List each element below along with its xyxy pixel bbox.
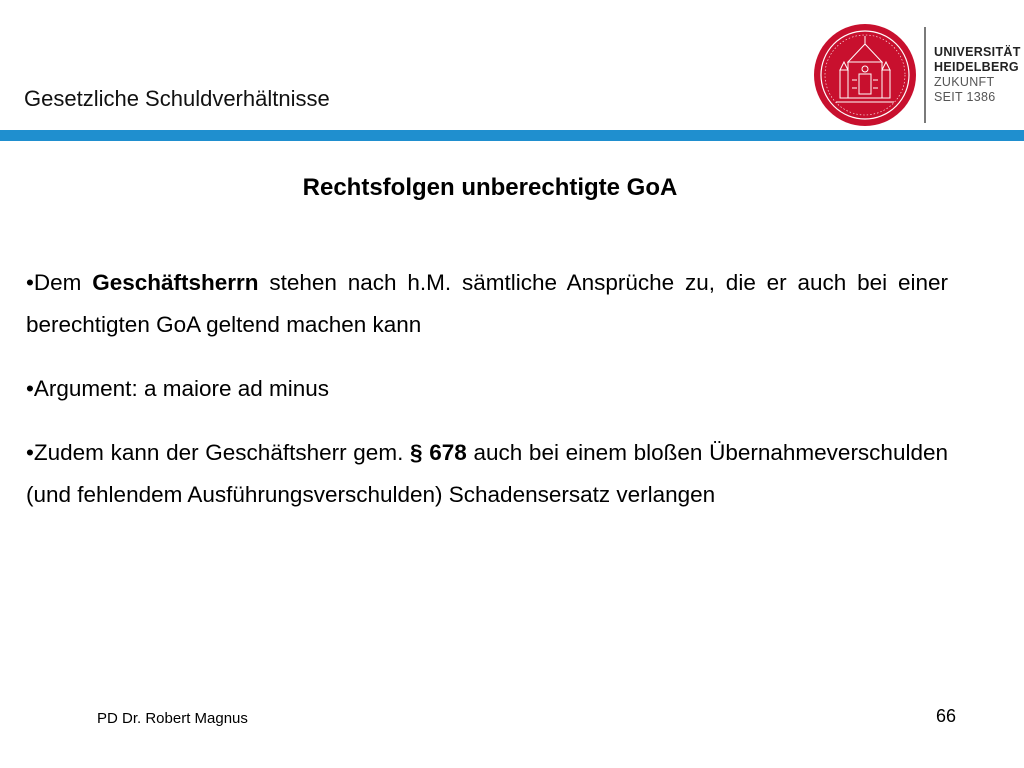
bullet-emphasis: Geschäftsherrn bbox=[92, 270, 259, 295]
university-logo bbox=[812, 22, 1021, 128]
footer-author: PD Dr. Robert Magnus bbox=[97, 710, 248, 727]
logo-divider bbox=[924, 27, 926, 123]
university-seal-icon bbox=[812, 22, 918, 128]
bullet-marker: • bbox=[26, 440, 34, 465]
page-number: 66 bbox=[936, 706, 957, 726]
bullet-item bbox=[26, 262, 948, 346]
slide-title: Rechtsfolgen unberechtigte GoA bbox=[302, 174, 678, 201]
bullet-item bbox=[26, 432, 948, 516]
bullet-marker: • bbox=[26, 270, 34, 295]
header-title: Gesetzliche Schuldverhältnisse bbox=[24, 86, 330, 111]
logo-line-since: SEIT 1386 bbox=[934, 90, 996, 104]
bullet-item bbox=[26, 368, 948, 410]
logo-line-university: UNIVERSITÄT bbox=[934, 45, 1021, 59]
logo-line-heidelberg: HEIDELBERG bbox=[934, 60, 1019, 74]
bullet-emphasis: § 678 bbox=[410, 440, 467, 465]
bullet-list bbox=[26, 262, 948, 538]
bullet-marker: • bbox=[26, 376, 34, 401]
bullet-text: stehen nach h.M. sämtliche Ansprüche zu, die er auch bei einer berechtigten GoA geltend machen kann bbox=[26, 270, 948, 337]
logo-text bbox=[934, 45, 1021, 105]
bullet-text: Zudem kann der Geschäftsherr gem. bbox=[33, 440, 411, 465]
bullet-text: Dem bbox=[33, 270, 93, 295]
bullet-text: Argument: a maiore ad minus bbox=[33, 376, 330, 401]
bullet-text: auch bei einem bloßen Übernahmeverschulden (und fehlendem Ausführungsverschulden) Schadensersatz verlangen bbox=[26, 440, 948, 507]
logo-line-zukunft: ZUKUNFT bbox=[934, 75, 995, 89]
header-rule bbox=[0, 130, 1024, 141]
